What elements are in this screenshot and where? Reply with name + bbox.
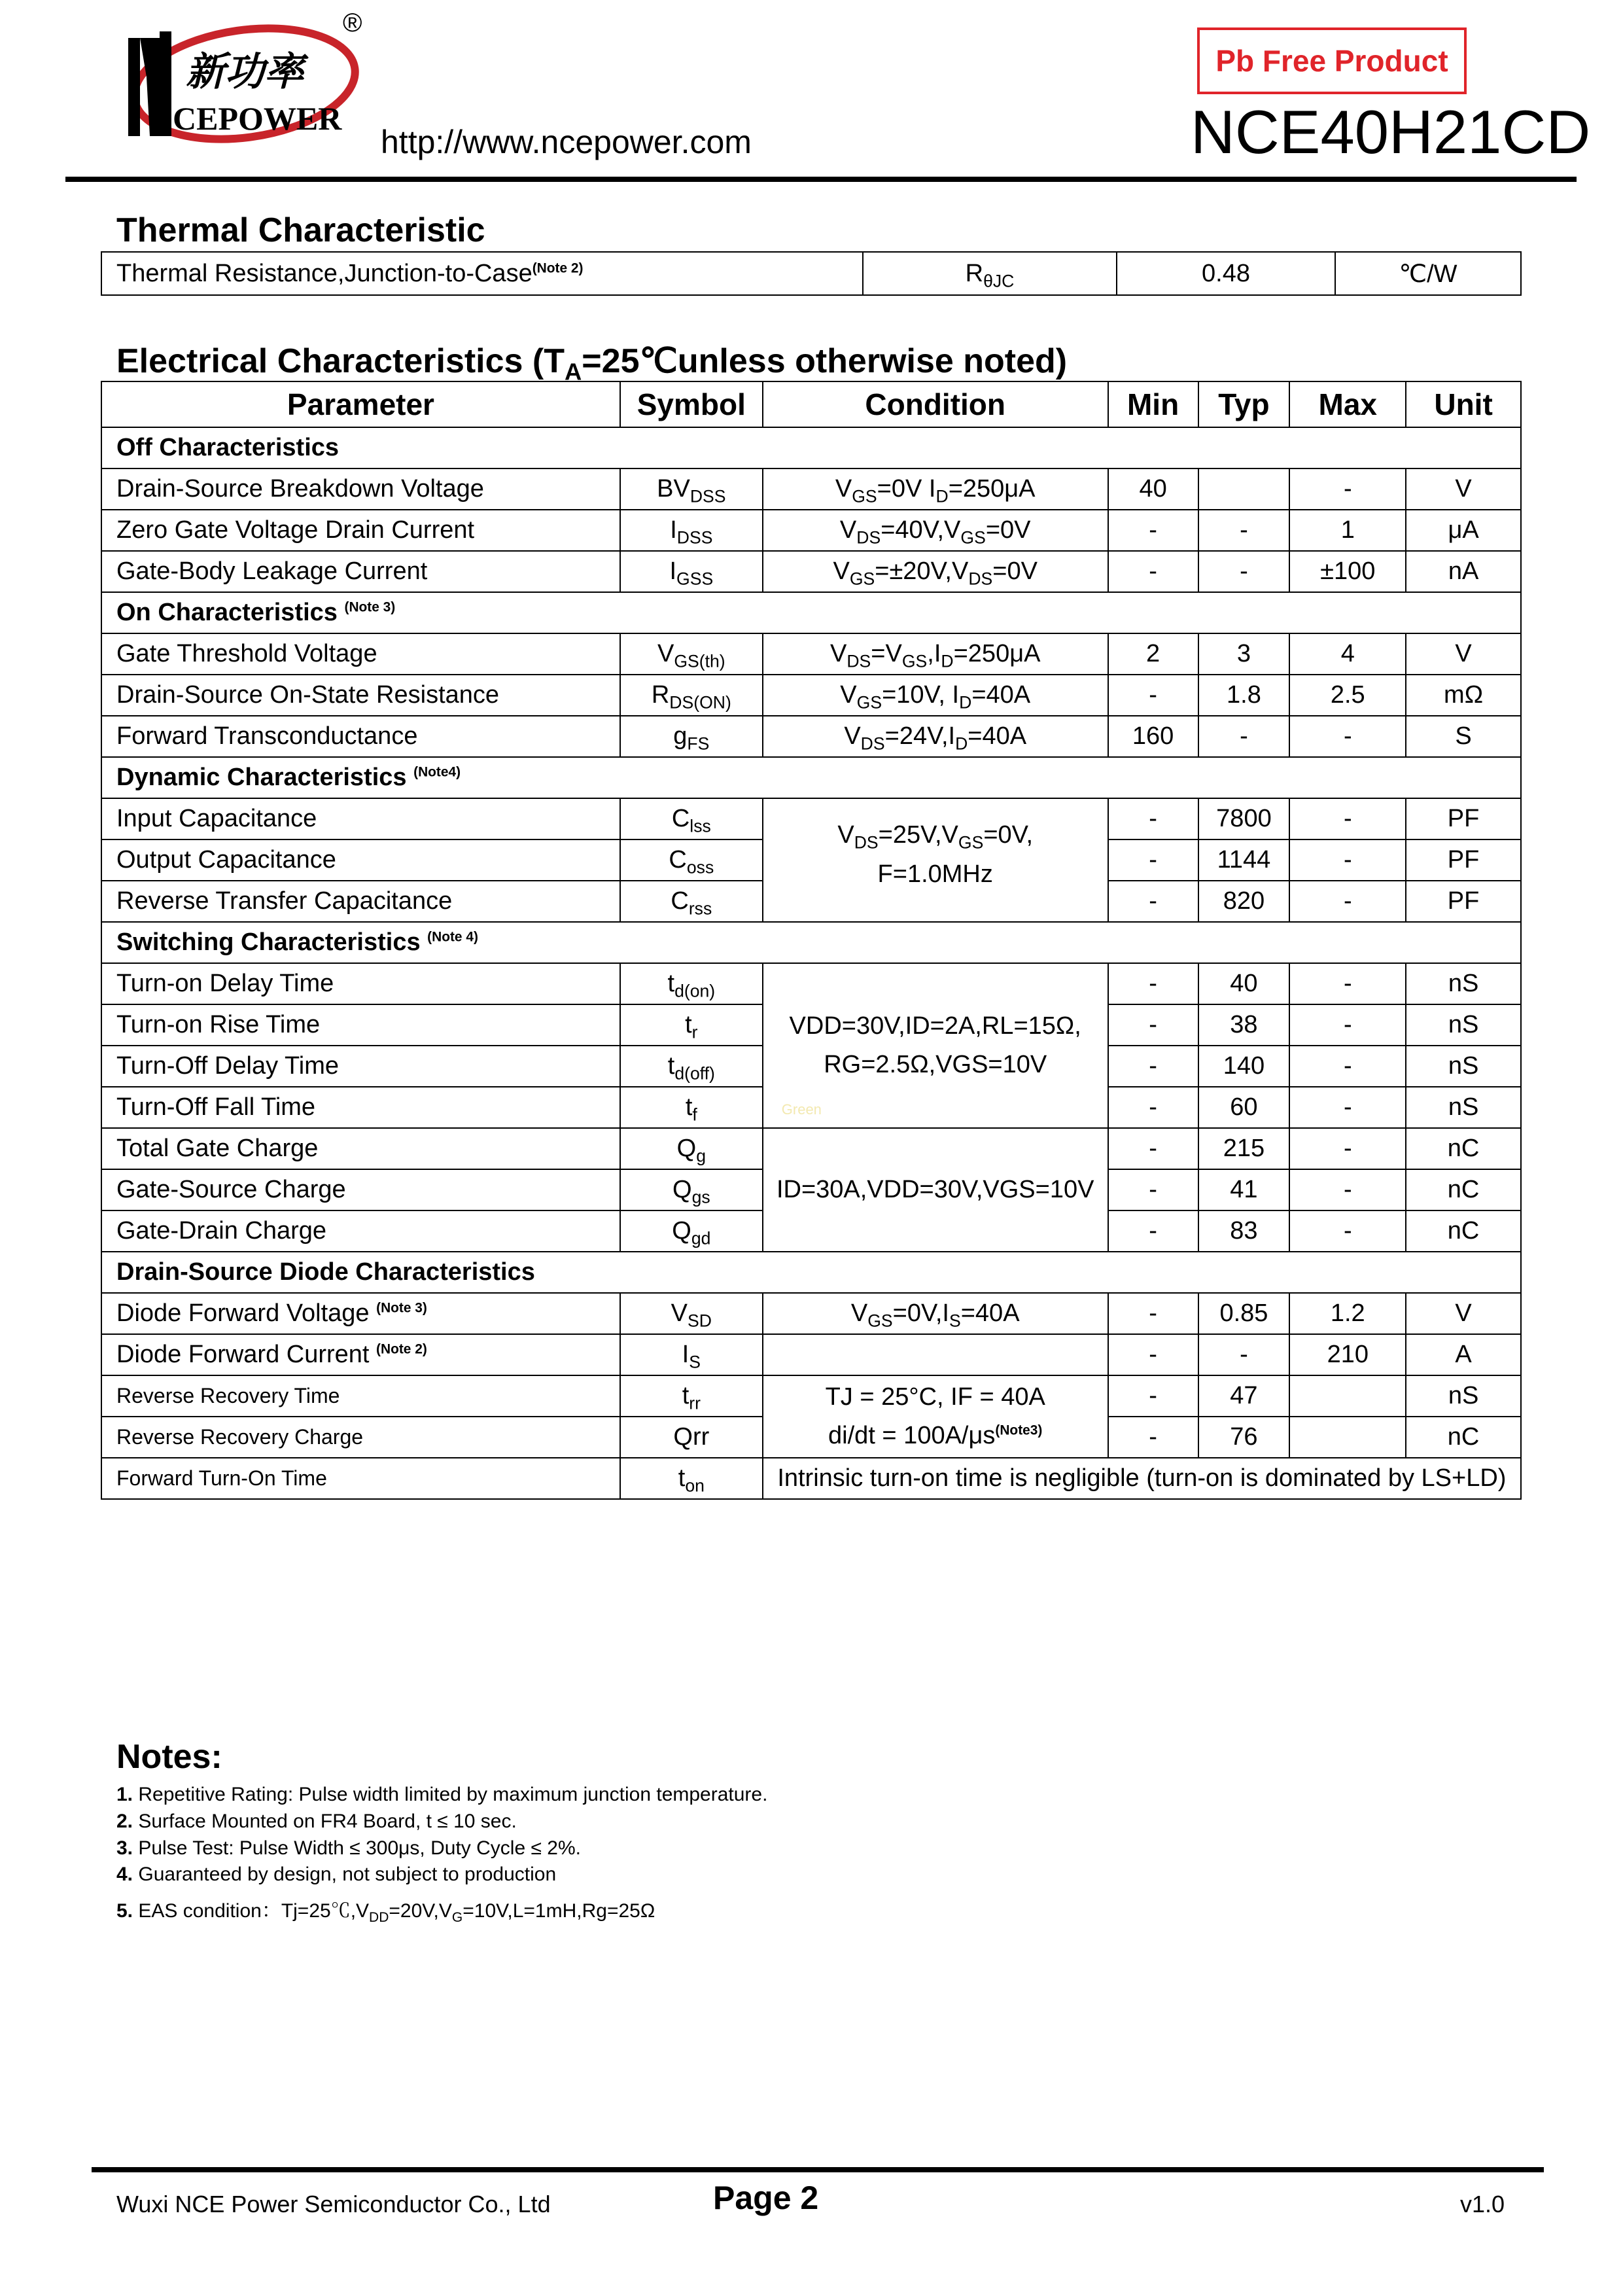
col-header: Typ xyxy=(1198,381,1290,427)
min-cell: - xyxy=(1108,1375,1198,1417)
param-cell: Turn-Off Delay Time xyxy=(101,1046,620,1087)
typ-cell: 41 xyxy=(1198,1169,1290,1210)
unit-cell: PF xyxy=(1406,798,1521,839)
note-item: 1. Repetitive Rating: Pulse width limited by maximum junction temperature. xyxy=(116,1784,768,1805)
section-label: On Characteristics $^{(Note 3)}$ xyxy=(101,592,1521,633)
symbol-cell: $t_{d(off)}$ xyxy=(620,1046,763,1087)
max-cell: - xyxy=(1289,468,1406,510)
min-cell: - xyxy=(1108,1087,1198,1128)
unit-cell: mΩ xyxy=(1406,675,1521,716)
col-header: Min xyxy=(1108,381,1198,427)
max-cell: - xyxy=(1289,1004,1406,1046)
thermal-unit: ℃/W xyxy=(1335,252,1521,295)
table-row xyxy=(101,675,1521,716)
symbol-cell: $t_{d(on)}$ xyxy=(620,963,763,1004)
logo-en-text: CEPOWER xyxy=(173,100,342,137)
condition-cell: $V_{GS}=0V,I_S=40A$ xyxy=(763,1293,1108,1334)
table-header-row xyxy=(101,381,1521,427)
typ-cell: 40 xyxy=(1198,963,1290,1004)
section-label: Dynamic Characteristics $^{(Note4)}$ xyxy=(101,757,1521,798)
part-number: NCE40H21CD xyxy=(1191,97,1591,166)
symbol-cell: $I_{DSS}$ xyxy=(620,510,763,551)
min-cell: - xyxy=(1108,1046,1198,1087)
note-item: 2. Surface Mounted on FR4 Board, t ≤ 10 sec. xyxy=(116,1810,517,1832)
min-cell: - xyxy=(1108,881,1198,922)
max-cell: 2.5 xyxy=(1289,675,1406,716)
table-row xyxy=(101,963,1521,1004)
condition-cell: Intrinsic turn-on time is negligible (turn-on is dominated by LS+LD) xyxy=(763,1458,1521,1499)
param-cell: Forward Transconductance xyxy=(101,716,620,757)
header-rule xyxy=(65,177,1577,182)
min-cell: - xyxy=(1108,551,1198,592)
min-cell: - xyxy=(1108,675,1198,716)
typ-cell: 215 xyxy=(1198,1128,1290,1169)
param-cell: Drain-Source On-State Resistance xyxy=(101,675,620,716)
min-cell: - xyxy=(1108,1210,1198,1252)
param-cell: Gate-Source Charge xyxy=(101,1169,620,1210)
website-url[interactable]: http://www.ncepower.com xyxy=(381,124,752,160)
param-cell: Reverse Recovery Charge xyxy=(101,1417,620,1458)
condition-cell: $V_{DS}=V_{GS},I_D=250\mu A$ xyxy=(763,633,1108,675)
unit-cell: nC xyxy=(1406,1417,1521,1458)
typ-cell: 47 xyxy=(1198,1375,1290,1417)
table-row xyxy=(101,1128,1521,1169)
symbol-cell: $R_{DS(ON)}$ xyxy=(620,675,763,716)
condition-cell: VDD=30V,ID=2A,RL=15Ω, RG=2.5Ω,VGS=10V Green xyxy=(763,963,1108,1128)
condition-cell: $V_{DS}=24V,I_D=40A$ xyxy=(763,716,1108,757)
param-cell: Reverse Transfer Capacitance xyxy=(101,881,620,922)
param-cell: Turn-Off Fall Time xyxy=(101,1087,620,1128)
thermal-symbol: $R_{\theta JC}$ xyxy=(863,252,1117,295)
symbol-cell: Qrr xyxy=(620,1417,763,1458)
typ-cell: 820 xyxy=(1198,881,1290,922)
condition-cell: $V_{GS}=0V$ $I_D=250\mu A$ xyxy=(763,468,1108,510)
min-cell: - xyxy=(1108,1004,1198,1046)
min-cell: - xyxy=(1108,963,1198,1004)
typ-cell: 1144 xyxy=(1198,839,1290,881)
symbol-cell: $BV_{DSS}$ xyxy=(620,468,763,510)
max-cell: - xyxy=(1289,1046,1406,1087)
section-row xyxy=(101,1252,1521,1293)
param-cell: Gate-Body Leakage Current xyxy=(101,551,620,592)
param-cell: Drain-Source Breakdown Voltage xyxy=(101,468,620,510)
param-cell: Input Capacitance xyxy=(101,798,620,839)
typ-cell: 140 xyxy=(1198,1046,1290,1087)
param-cell: Total Gate Charge xyxy=(101,1128,620,1169)
unit-cell: V xyxy=(1406,468,1521,510)
unit-cell: nS xyxy=(1406,1046,1521,1087)
param-cell: Gate Threshold Voltage xyxy=(101,633,620,675)
max-cell: - xyxy=(1289,881,1406,922)
unit-cell: nS xyxy=(1406,1004,1521,1046)
section-row xyxy=(101,757,1521,798)
max-cell: - xyxy=(1289,1210,1406,1252)
param-cell: Turn-on Rise Time xyxy=(101,1004,620,1046)
unit-cell: nA xyxy=(1406,551,1521,592)
typ-cell: 1.8 xyxy=(1198,675,1290,716)
table-row xyxy=(101,716,1521,757)
symbol-cell: $t_{rr}$ xyxy=(620,1375,763,1417)
symbol-cell: $V_{SD}$ xyxy=(620,1293,763,1334)
symbol-cell: $C_{lss}$ xyxy=(620,798,763,839)
section-row xyxy=(101,427,1521,468)
max-cell xyxy=(1289,1417,1406,1458)
electrical-title: Electrical Characteristics ($T_A=25℃unless$ otherwise noted) xyxy=(116,342,1068,385)
max-cell: 210 xyxy=(1289,1334,1406,1375)
min-cell: - xyxy=(1108,839,1198,881)
typ-cell: - xyxy=(1198,510,1290,551)
unit-cell: nC xyxy=(1406,1128,1521,1169)
notes-title: Notes: xyxy=(116,1738,222,1776)
typ-cell: 3 xyxy=(1198,633,1290,675)
unit-cell: nC xyxy=(1406,1169,1521,1210)
min-cell: - xyxy=(1108,798,1198,839)
table-row xyxy=(101,252,1521,295)
note-item: 5. EAS condition：$Tj=25℃,V_{DD}=20V,V_G=10V,L=1mH,Rg=25\Omega$ xyxy=(116,1900,655,1925)
section-label: Off Characteristics xyxy=(101,427,1521,468)
symbol-cell: $C_{rss}$ xyxy=(620,881,763,922)
col-header: Unit xyxy=(1406,381,1521,427)
param-cell: Forward Turn-On Time xyxy=(101,1458,620,1499)
min-cell: - xyxy=(1108,1169,1198,1210)
unit-cell: nS xyxy=(1406,1087,1521,1128)
unit-cell: nS xyxy=(1406,963,1521,1004)
max-cell: - xyxy=(1289,1087,1406,1128)
typ-cell: 76 xyxy=(1198,1417,1290,1458)
max-cell: - xyxy=(1289,963,1406,1004)
min-cell: - xyxy=(1108,1128,1198,1169)
col-header: Symbol xyxy=(620,381,763,427)
max-cell: 1.2 xyxy=(1289,1293,1406,1334)
unit-cell: PF xyxy=(1406,881,1521,922)
min-cell: 40 xyxy=(1108,468,1198,510)
logo-cn-text: 新功率 xyxy=(186,49,304,95)
symbol-cell: $I_S$ xyxy=(620,1334,763,1375)
max-cell: 4 xyxy=(1289,633,1406,675)
param-cell: Diode Forward Voltage $^{(Note 3)}$ xyxy=(101,1293,620,1334)
typ-cell: 7800 xyxy=(1198,798,1290,839)
typ-cell: - xyxy=(1198,716,1290,757)
symbol-cell: $Q_{gs}$ xyxy=(620,1169,763,1210)
symbol-cell: $I_{GSS}$ xyxy=(620,551,763,592)
symbol-cell: $g_{FS}$ xyxy=(620,716,763,757)
unit-cell: nS xyxy=(1406,1375,1521,1417)
min-cell: - xyxy=(1108,1334,1198,1375)
condition-cell xyxy=(763,1334,1108,1375)
max-cell: - xyxy=(1289,798,1406,839)
max-cell: - xyxy=(1289,716,1406,757)
table-row xyxy=(101,1375,1521,1417)
min-cell: 2 xyxy=(1108,633,1198,675)
table-row xyxy=(101,633,1521,675)
note-item: 3. Pulse Test: Pulse Width ≤ 300μs, Duty Cycle ≤ 2%. xyxy=(116,1837,581,1859)
unit-cell: V xyxy=(1406,1293,1521,1334)
section-row xyxy=(101,592,1521,633)
condition-cell: TJ = 25°C, IF = 40A $di/dt = 100A/\mu s^{(Note3)}$ xyxy=(763,1375,1108,1458)
condition-cell: $V_{GS}=\pm 20V,V_{DS}=0V$ xyxy=(763,551,1108,592)
param-cell: Gate-Drain Charge xyxy=(101,1210,620,1252)
unit-cell: S xyxy=(1406,716,1521,757)
thermal-title: Thermal Characteristic xyxy=(116,211,485,249)
col-header: Parameter xyxy=(101,381,620,427)
param-cell: Reverse Recovery Time xyxy=(101,1375,620,1417)
symbol-cell: $V_{GS(th)}$ xyxy=(620,633,763,675)
max-cell: - xyxy=(1289,839,1406,881)
unit-cell: A xyxy=(1406,1334,1521,1375)
min-cell: - xyxy=(1108,510,1198,551)
min-cell: - xyxy=(1108,1417,1198,1458)
condition-cell: ID=30A,VDD=30V,VGS=10V xyxy=(763,1128,1108,1252)
thermal-value: 0.48 xyxy=(1117,252,1335,295)
table-row xyxy=(101,798,1521,839)
param-cell: Zero Gate Voltage Drain Current xyxy=(101,510,620,551)
registered-mark: ® xyxy=(343,12,362,37)
table-row xyxy=(101,551,1521,592)
footer-rule xyxy=(92,2167,1544,2172)
symbol-cell: $t_f$ xyxy=(620,1087,763,1128)
ghost-text: Green xyxy=(781,1101,822,1118)
unit-cell: μA xyxy=(1406,510,1521,551)
pb-free-badge: Pb Free Product xyxy=(1197,27,1467,94)
table-row xyxy=(101,1293,1521,1334)
typ-cell: - xyxy=(1198,1334,1290,1375)
table-row xyxy=(101,468,1521,510)
page-number: Page 2 xyxy=(713,2180,819,2216)
company-logo xyxy=(120,12,362,149)
symbol-cell: $t_{on}$ xyxy=(620,1458,763,1499)
unit-cell: PF xyxy=(1406,839,1521,881)
table-row xyxy=(101,1334,1521,1375)
param-cell: Output Capacitance xyxy=(101,839,620,881)
section-label: Drain-Source Diode Characteristics xyxy=(101,1252,1521,1293)
typ-cell: 38 xyxy=(1198,1004,1290,1046)
symbol-cell: $t_r$ xyxy=(620,1004,763,1046)
footer-company: Wuxi NCE Power Semiconductor Co., Ltd xyxy=(116,2191,551,2217)
typ-cell: - xyxy=(1198,551,1290,592)
condition-cell: $V_{DS}=25V,V_{GS}=0V$, F=1.0MHz xyxy=(763,798,1108,922)
param-cell: Diode Forward Current $^{(Note 2)}$ xyxy=(101,1334,620,1375)
condition-cell: $V_{DS}=40V,V_{GS}=0V$ xyxy=(763,510,1108,551)
min-cell: 160 xyxy=(1108,716,1198,757)
typ-cell: 83 xyxy=(1198,1210,1290,1252)
max-cell: - xyxy=(1289,1169,1406,1210)
min-cell: - xyxy=(1108,1293,1198,1334)
condition-cell: $V_{GS}=10V$, $I_D=40A$ xyxy=(763,675,1108,716)
max-cell xyxy=(1289,1375,1406,1417)
max-cell: 1 xyxy=(1289,510,1406,551)
version-label: v1.0 xyxy=(1459,2191,1505,2217)
note-item: 4. Guaranteed by design, not subject to production xyxy=(116,1863,557,1885)
unit-cell: nC xyxy=(1406,1210,1521,1252)
electrical-table xyxy=(101,381,1522,1500)
section-label: Switching Characteristics $^{(Note 4)}$ xyxy=(101,922,1521,963)
max-cell: - xyxy=(1289,1128,1406,1169)
param-cell: Turn-on Delay Time xyxy=(101,963,620,1004)
thermal-param: Thermal Resistance,Junction-to-Case$^{(Note 2)}$ xyxy=(101,252,863,295)
col-header: Condition xyxy=(763,381,1108,427)
thermal-table xyxy=(101,251,1522,296)
max-cell: ±100 xyxy=(1289,551,1406,592)
typ-cell: 0.85 xyxy=(1198,1293,1290,1334)
symbol-cell: $Q_g$ xyxy=(620,1128,763,1169)
typ-cell: 60 xyxy=(1198,1087,1290,1128)
symbol-cell: $C_{oss}$ xyxy=(620,839,763,881)
table-row xyxy=(101,1458,1521,1499)
symbol-cell: $Q_{gd}$ xyxy=(620,1210,763,1252)
col-header: Max xyxy=(1289,381,1406,427)
unit-cell: V xyxy=(1406,633,1521,675)
section-row xyxy=(101,922,1521,963)
typ-cell xyxy=(1198,468,1290,510)
table-row xyxy=(101,510,1521,551)
